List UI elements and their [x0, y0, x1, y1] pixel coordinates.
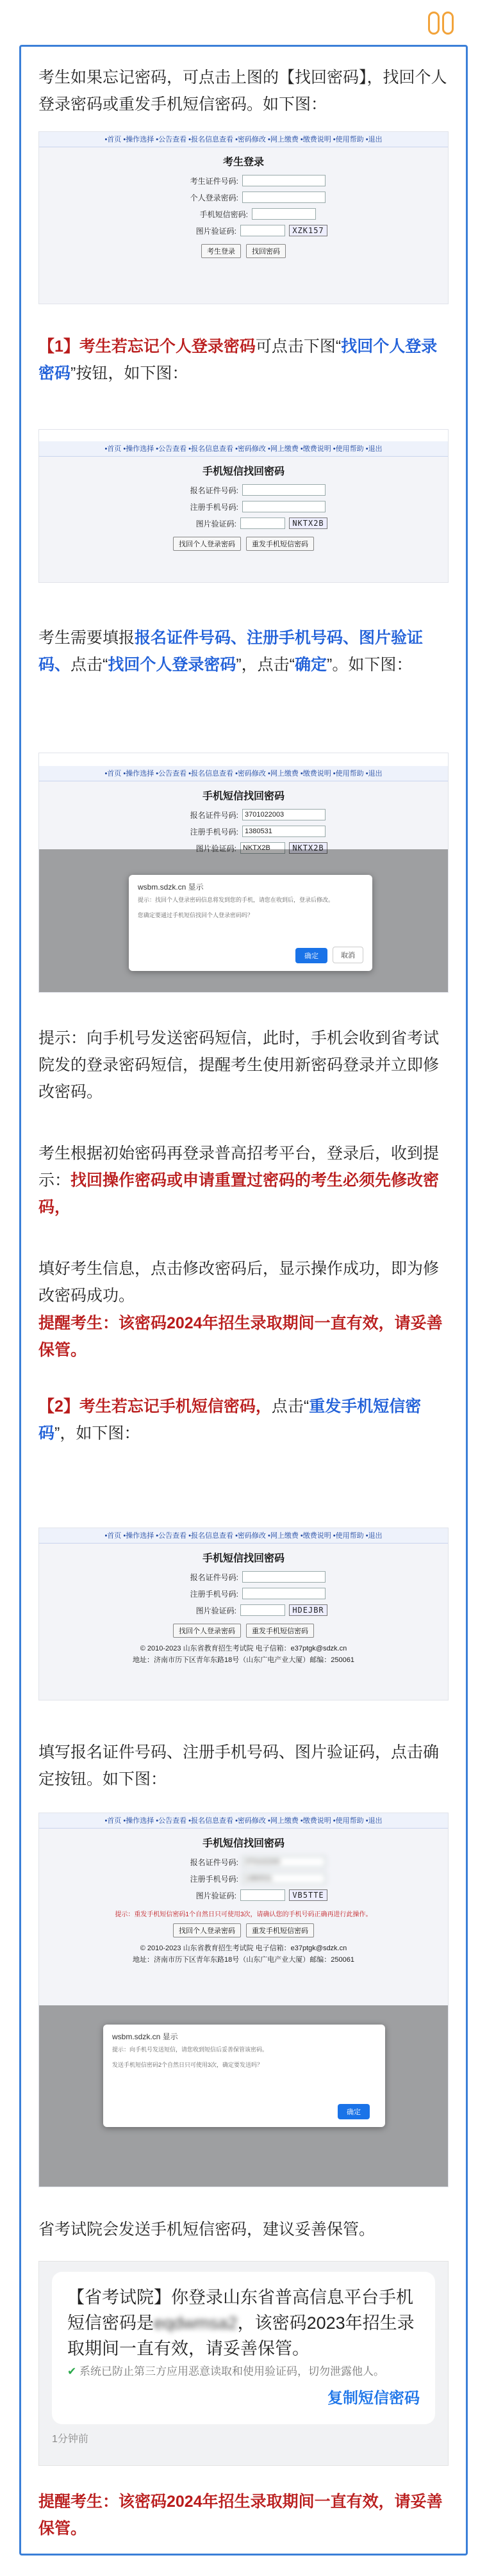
label: 报名证件号码: [190, 810, 238, 820]
recover-login-password-button[interactable]: 找回个人登录密码 [173, 1923, 241, 1937]
label: 个人登录密码: [190, 193, 238, 202]
resend-dialog-screenshot [38, 1813, 449, 2187]
resend-confirm-dialog [103, 2025, 385, 2127]
login-screenshot [38, 131, 449, 304]
captcha-input[interactable] [240, 225, 285, 236]
step-text: 考生需要填报报名证件号码、注册手机号码、图片验证码、点击“找回个人登录密码”，点击“确定”。如下图： [38, 629, 424, 674]
id-input[interactable] [242, 175, 326, 186]
captcha-input[interactable] [240, 518, 285, 529]
footer-line: © 2010-2023 山东省教育招生考试院 电子信箱：e37ptgk@sdzk.cn [140, 1944, 347, 1952]
sms-password-input[interactable] [252, 208, 316, 220]
phone-input[interactable]: 1380531 [242, 826, 326, 837]
tip-text: 提示：向手机号发送密码短信，此时，手机会收到省考试院发的登录密码短信，提醒考生使用新密码登录并立即修改密码。 [38, 1029, 440, 1101]
ok-button[interactable]: 确定 [295, 948, 327, 963]
paperclip-icon [428, 12, 440, 35]
login-button[interactable]: 考生登录 [201, 244, 241, 258]
captcha-image[interactable]: VB5TTE [289, 1889, 327, 1901]
nav-bar: •首页 •操作选择 •公告查看 •报名信息查看 •密码修改 •网上缴费 •缴费说明 •使用帮助 •退出 [39, 441, 448, 457]
footer-line: © 2010-2023 山东省教育招生考试院 电子信箱：e37ptgk@sdzk.cn [140, 1645, 347, 1652]
password-input[interactable] [242, 192, 326, 203]
dialog-message: 提示：找回个人登录密码信息将发到您的手机，请您在收到后，登录后修改。 [138, 897, 334, 903]
ok-button[interactable]: 确定 [338, 2104, 370, 2119]
cancel-button[interactable]: 取消 [333, 947, 363, 963]
sms-security-note: ✔ 系统已防止第三方应用恶意读取和使用验证码，切勿泄露他人。 [67, 2365, 384, 2377]
sms-password: eqdwmsa2 [154, 2313, 238, 2333]
label: 图片验证码: [195, 1606, 236, 1615]
label: 报名证件号码: [190, 1572, 238, 1582]
footer-line: 地址：济南市历下区青年东路18号（山东广电产业大厦）邮编：250061 [133, 1956, 354, 1964]
recover-login-password-button[interactable]: 找回个人登录密码 [173, 537, 241, 551]
id-input[interactable]: 370102200 [242, 1856, 326, 1868]
captcha-input[interactable]: NKTX2B [240, 842, 285, 854]
copy-sms-password-button[interactable]: 复制短信密码 [327, 2390, 420, 2407]
sms-time: 1分钟前 [52, 2434, 88, 2445]
paperclip-icon [442, 12, 454, 35]
label: 注册手机号码: [190, 1589, 238, 1599]
resend-warning: 提示：重发手机短信密码1个自然日只可使用3次，请确认您的手机号码正确再进行此操作。 [115, 1911, 372, 1918]
recover-title: 手机短信找回密码 [202, 466, 285, 477]
dialog-question: 发送手机短信密码2个自然日只可使用3次，确定要发送吗？ [112, 2062, 263, 2068]
footer-line: 地址：济南市历下区青年东路18号（山东广电产业大厦）邮编：250061 [133, 1656, 354, 1664]
top-bar [0, 0, 487, 45]
captcha-image[interactable]: XZK157 [289, 225, 327, 236]
nav-bar: •首页 •操作选择 •公告查看 •报名信息查看 •密码修改 •网上缴费 •缴费说明 •使用帮助 •退出 [39, 1528, 448, 1544]
shield-icon: ✔ [67, 2365, 77, 2377]
sms-screenshot [38, 2261, 449, 2466]
phone-input[interactable] [242, 1588, 326, 1599]
recover-title: 手机短信找回密码 [202, 1553, 285, 1564]
resend-sms-password-button[interactable]: 重发手机短信密码 [246, 1624, 314, 1638]
captcha-input[interactable] [240, 1889, 285, 1901]
confirm-dialog [129, 875, 372, 971]
recover-screenshot [38, 429, 449, 583]
section1-heading: 【1】考生若忘记个人登录密码可点击下图“找回个人登录密码”按钮，如下图： [38, 338, 438, 382]
captcha-image[interactable]: NKTX2B [289, 518, 327, 529]
confirm-dialog-screenshot [38, 753, 449, 993]
label: 图片验证码: [195, 226, 236, 236]
captcha-image[interactable]: HDEJBR [289, 1604, 327, 1616]
nav-bar: •首页 •操作选择 •公告查看 •报名信息查看 •密码修改 •网上缴费 •缴费说明 •使用帮助 •退出 [39, 132, 448, 147]
resend-sms-password-button[interactable]: 重发手机短信密码 [246, 537, 314, 551]
modify-success-text: 填好考生信息，点击修改密码后，显示操作成功，即为修改密码成功。 [38, 1260, 440, 1305]
recover-title: 手机短信找回密码 [202, 1838, 285, 1849]
login-title: 考生登录 [222, 157, 264, 168]
label: 报名证件号码: [190, 1857, 238, 1867]
reminder-text: 提醒考生：该密码2024年招生录取期间一直有效，请妥善保管。 [38, 1314, 443, 1359]
id-input[interactable] [242, 484, 326, 496]
fill-instructions-text: 填写报名证件号码、注册手机号码、图片验证码，点击确定按钮。如下图： [38, 1743, 440, 1788]
find-password-button[interactable]: 找回密码 [246, 244, 286, 258]
sms-bubble [52, 2272, 435, 2424]
dialog-question: 您确定要通过手机短信找回个人登录密码吗？ [138, 912, 254, 918]
id-input[interactable] [242, 1571, 326, 1583]
label: 注册手机号码: [190, 1874, 238, 1884]
login-tip-text: 考生根据初始密码再登录普高招考平台，登录后，收到提示：找回操作密码或申请重置过密码的考生必须先修改密码， [38, 1145, 440, 1216]
label: 考生证件号码: [190, 176, 238, 186]
captcha-input[interactable] [240, 1604, 285, 1616]
final-reminder-text: 提醒考生：该密码2024年招生录取期间一直有效，请妥善保管。 [38, 2493, 443, 2538]
nav-bar: •首页 •操作选择 •公告查看 •报名信息查看 •密码修改 •网上缴费 •缴费说明 •使用帮助 •退出 [39, 766, 448, 781]
label: 图片验证码: [195, 519, 236, 528]
label: 报名证件号码: [190, 485, 238, 495]
phone-input[interactable] [242, 501, 326, 512]
nav-bar: •首页 •操作选择 •公告查看 •报名信息查看 •密码修改 •网上缴费 •缴费说明 •使用帮助 •退出 [39, 1813, 448, 1829]
recover-login-password-button[interactable]: 找回个人登录密码 [173, 1624, 241, 1638]
id-input[interactable]: 3701022003 [242, 809, 326, 820]
dialog-title: wsbm.sdzk.cn 显示 [112, 2032, 178, 2041]
sms-text: 【省考试院】你登录山东省普高信息平台手机短信密码是 [67, 2288, 413, 2333]
dialog-message: 提示：向手机号发送短信，请您收到短信后妥善保管该密码。 [112, 2046, 268, 2053]
captcha-image[interactable]: NKTX2B [289, 842, 327, 854]
label: 注册手机号码: [190, 827, 238, 836]
dialog-title: wsbm.sdzk.cn 显示 [138, 883, 204, 892]
resend-sms-password-button[interactable]: 重发手机短信密码 [246, 1923, 314, 1937]
label: 手机短信密码: [199, 209, 248, 219]
sms-sent-text: 省考试院会发送手机短信密码，建议妥善保管。 [38, 2221, 376, 2238]
phone-input[interactable]: 1380531 [242, 1873, 326, 1884]
intro-text: 考生如果忘记密码，可点击上图的【找回密码】，找回个人登录密码或重发手机短信密码。如下图： [38, 69, 447, 113]
recover-title: 手机短信找回密码 [202, 791, 285, 802]
sms-text: ，该密码2023年招生录取期间一直有效，请妥善保管。 [67, 2313, 415, 2358]
section2-heading: 【2】考生若忘记手机短信密码，点击“重发手机短信密码”，如下图： [38, 1398, 422, 1442]
resend-screenshot [38, 1528, 449, 1700]
label: 注册手机号码: [190, 502, 238, 512]
label: 图片验证码: [195, 1891, 236, 1900]
label: 图片验证码: [195, 844, 236, 853]
